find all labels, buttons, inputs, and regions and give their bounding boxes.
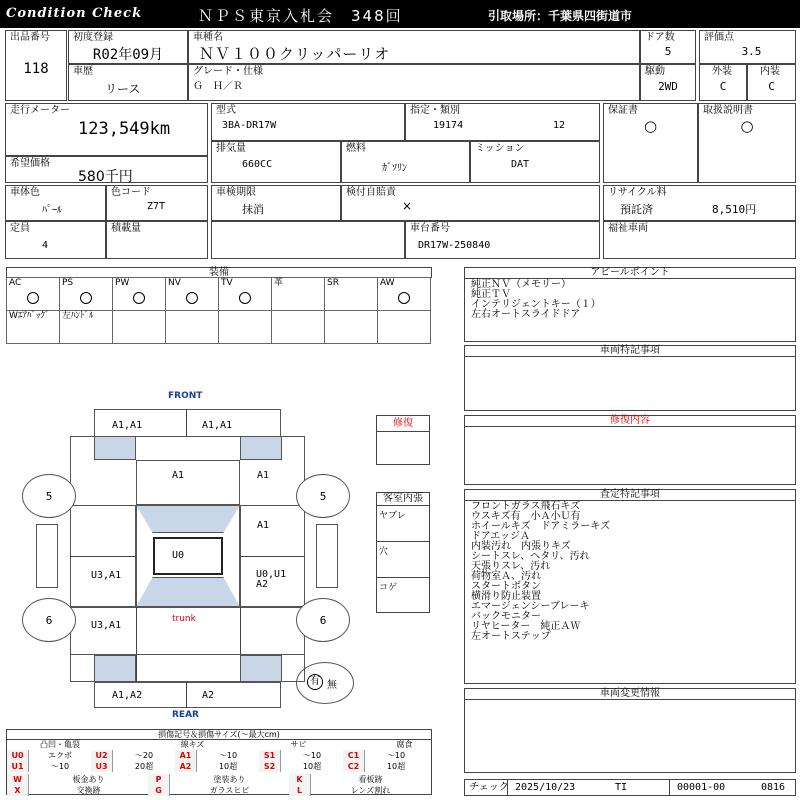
legend-meaning: 看板跡 [358,775,383,784]
legend-meaning: 10超 [386,762,406,771]
equipment-cell [166,278,219,311]
mark-rear-door-l: U3,A1 [91,570,122,581]
legend-group: 線キズ [180,740,205,749]
mileage-label: 走行メーター [10,105,70,116]
list-line: 純正ＮＶ（メモリー） [471,279,571,290]
legend-meaning: エクボ [48,751,72,760]
hood-panel [136,460,240,505]
legend-meaning: 10超 [218,762,238,771]
front-left-corner [94,436,136,460]
warranty-label: 保証書 [608,105,638,116]
designation-cell [405,103,600,141]
exterior-label: 外装 [712,66,732,77]
rear-left-tire: 6 [22,598,76,642]
equipment-key: SR [327,278,339,288]
car-name: ＮＶ１００クリッパーリオ [199,45,391,63]
spare-none: 無 [327,680,337,691]
mark-front-door-r: A1 [257,520,270,531]
legend-meaning: ガラスヒビ [209,786,250,795]
equipment-key: PS [62,278,74,288]
model-cell [211,103,405,141]
equipment-present-mark [239,292,251,304]
welfare-label: 福祉車両 [608,223,648,234]
displacement-label: 排気量 [216,143,246,154]
rear-window [136,577,240,607]
mark-fr-bumper: A1,A1 [202,420,233,431]
score-label: 評価点 [704,32,734,43]
equipment-cell [325,311,378,344]
legend-group: 腐食 [396,740,413,749]
car-name-cell [188,30,640,64]
list-line: 純正ＴＶ [471,289,511,300]
legend-meaning: ～10 [302,751,322,760]
legend-group: 凸凹・亀裂 [40,740,80,749]
legend-meaning: ～10 [218,751,238,760]
load-label: 積載量 [111,223,141,234]
displacement: 660CC [242,159,273,170]
rear-left-corner [94,655,136,682]
equipment-title: 装備 [209,267,229,278]
equipment-key: Wｴｱﾊﾞｯｸﾞ [9,311,50,321]
first-registration-label: 初度登録 [73,32,113,43]
grade-cell [188,64,640,101]
doors-label: ドア数 [645,32,675,43]
inspection-notes-title: 査定特記事項 [465,490,795,501]
mark-fl-bumper: A1,A1 [112,420,143,431]
equipment-present-mark [27,292,39,304]
lining-burn: コゲ [379,583,398,593]
equipment-cell [272,278,325,311]
equipment-cell [7,311,60,344]
score: 3.5 [741,45,762,58]
equipment-cell [60,311,113,344]
first-registration: R02年09月 [92,47,164,63]
repair-detail-text [465,427,795,428]
inspection-expiry: 抹消 [242,203,264,216]
warranty-cell [603,103,698,183]
history: リース [105,82,141,96]
legend-code: U2 [91,750,113,761]
change-info-title: 車両変更情報 [465,689,795,700]
chassis-cell [405,221,600,259]
cabin-lining-title: 客室内張 [377,493,429,506]
car-name-label: 車種名 [193,32,223,43]
legend-code: L [289,785,311,796]
front-label: FRONT [168,391,203,401]
blank-cell [211,221,405,259]
rear-right-tire: 6 [296,598,350,642]
lining-hole: 穴 [377,542,429,578]
lot-number-label: 出品番号 [10,32,50,43]
manual-mark: ○ [740,117,754,135]
checker-initials: TI [615,782,628,793]
legend-title: 損傷記号＆損傷サイズ(～最大cm) [7,730,431,740]
equipment-key: AC [9,278,22,288]
exterior-cell [699,64,747,101]
list-line: ウスキズ有 小Ａ小Ｕ有 [471,511,581,522]
appeal-section [464,267,796,342]
recording-mark: × [402,199,413,213]
front-right-tire: 5 [296,474,350,518]
equipment-cell [60,278,113,311]
exterior-grade: C [719,80,727,93]
list-line: 荷物室Ａ、汚れ [471,571,541,582]
lot-number-cell [5,30,67,101]
recycle-label: リサイクル料 [608,187,667,198]
fuel-cell [341,141,470,183]
grade-label: グレード・仕様 [193,66,263,77]
special-notes-text [465,357,795,358]
equipment-key: PW [115,278,130,288]
interior-cell [747,64,796,101]
equipment-cell [325,278,378,311]
manual-label: 取扱説明書 [703,105,753,116]
change-info-section [464,688,796,773]
legend-code: S1 [259,750,281,761]
chassis-label: 車台番号 [410,223,450,234]
price: 580千円 [78,169,133,185]
history-cell [68,64,188,101]
list-line: バックモニター [471,611,541,622]
model-label: 型式 [216,105,236,116]
equipment-key: AW [380,278,395,288]
legend-group: サビ [290,740,307,749]
legend-code: K [289,774,311,785]
legend-code: U0 [7,750,29,761]
grade: Ｇ Ｈ／Ｒ [193,81,243,92]
mark-rear-l: U3,A1 [91,620,122,631]
equipment-present-mark [186,292,198,304]
equipment-key: TV [221,278,233,288]
check-code: 00001-00 [677,782,726,793]
legend-code: U1 [7,761,29,772]
fuel-label: 燃料 [346,143,366,154]
equipment-table [6,277,431,344]
equipment-cell [219,311,272,344]
check-footer [464,779,796,796]
inspection-notes-section [464,489,796,684]
front-left-tire: 5 [22,474,76,518]
drive-label: 駆動 [645,66,665,77]
inspection-label: 車検期限 [216,187,256,198]
color-code-cell [106,185,208,221]
recycle-cell [603,185,796,221]
list-line: シートスレ、ヘタリ、汚れ [471,551,590,562]
spare-present: 有 [307,674,323,690]
list-line: スタートボタン [471,581,541,592]
header-bar [0,0,800,28]
history-label: 車歴 [73,66,93,77]
list-line: インテリジェントキー（１） [471,299,601,310]
legend-code: C2 [343,761,365,772]
equipment-key: NV [168,278,181,288]
header-title: Condition Check [6,6,143,21]
legend-meaning: 10超 [302,762,322,771]
legend-meaning: 交換跡 [76,786,101,795]
list-line: フロントガラス飛石キズ [471,501,581,512]
legend-meaning: ～10 [386,751,406,760]
list-line: 横滑り防止装置 [471,591,541,602]
spare-tire [296,662,354,704]
inspection-cell [211,185,341,221]
equipment-cell [166,311,219,344]
check-date: 2025/10/23 [515,782,576,793]
legend-code: A1 [175,750,197,761]
list-line: ホイールキズ ドアミラーキズ [471,521,611,532]
equipment-cell [378,278,431,311]
mission-label: ミッション [475,143,525,154]
mark-rear-door-r: U0,U1 A2 [256,569,287,590]
rear-right-corner [240,655,282,682]
appeal-title: アピールポイント [465,268,795,279]
legend-meaning: ～20 [134,751,154,760]
equipment-present-mark [398,292,410,304]
warranty-mark: ○ [643,117,658,135]
equipment-cell [7,278,60,311]
capacity-label: 定員 [10,223,30,234]
first-registration-cell [68,30,188,64]
recording-label: 検付自賠責 [346,187,396,198]
legend-code: U3 [91,761,113,772]
mark-hood: A1 [172,470,185,481]
check-number: 0816 [761,782,786,793]
list-line: 天張りスレ、汚れ [471,561,551,572]
special-notes-section [464,345,796,411]
equipment-cell [272,311,325,344]
equipment-cell [113,311,166,344]
repair-box-title: 修復 [377,416,429,432]
color-code: Z7T [147,201,166,212]
doors-cell [640,30,696,64]
price-cell [5,156,208,183]
legend-code: C1 [343,750,365,761]
list-line: 左右オートスライドドア [471,309,581,320]
legend-meaning: レンズ割れ [350,786,391,795]
designation-label: 指定・類別 [410,105,460,116]
mark-fr-fender: A1 [257,470,270,481]
drive-cell [640,64,696,101]
recycle-amount: 8,510円 [712,203,757,216]
windshield [136,505,240,533]
equipment-cell [219,278,272,311]
mileage: 123,549km [78,119,171,139]
legend-meaning: 塗装あり [213,775,246,784]
list-line: リヤヒーター 純正ＡＷ [471,621,581,632]
capacity: 4 [42,240,49,251]
recording-cell [341,185,600,221]
mark-rr-bumper: A2 [202,690,215,701]
legend-meaning: 板金あり [72,775,105,784]
lot-number: 118 [23,61,49,77]
interior-label: 内装 [760,66,780,77]
appeal-list [465,279,795,320]
equipment-present-mark [80,292,92,304]
price-label: 希望価格 [10,158,50,169]
cabin-lining-box [376,492,430,613]
model-code: 3BA-DR17W [222,120,277,131]
repair-detail-title: 修復内容 [465,416,795,427]
color-label: 車体色 [10,187,40,198]
legend-code: X [7,785,29,796]
manual-cell [698,103,796,183]
recycle-status: 預託済 [620,203,653,216]
designation-number: 19174 [433,120,464,131]
displacement-cell [211,141,341,183]
list-line: 内装汚れ 内張りキズ [471,541,571,552]
mission: DAT [511,159,530,170]
legend-code: S2 [259,761,281,772]
rear-label: REAR [172,710,199,720]
pickup-location: 引取場所：千葉県四街道市 [488,9,633,23]
list-line: 左オートステップ [471,631,551,642]
interior-grade: C [768,80,775,93]
drive: 2WD [658,80,678,93]
mileage-cell [5,103,208,156]
legend-meaning: ～10 [50,762,70,771]
mark-rl-bumper: A1,A2 [112,690,143,701]
legend-code: W [7,774,29,785]
legend-meaning: 20超 [134,762,154,771]
special-notes-title: 車両特記事項 [465,346,795,357]
mark-roof: U0 [172,550,185,561]
load-cell [106,221,208,259]
color-code-label: 色コード [111,187,151,198]
right-mirror [316,524,338,588]
left-mirror [36,524,58,588]
trunk-label: trunk [172,614,196,624]
body-color: ﾊﾟｰﾙ [42,205,62,216]
list-line: エマージェンシーブレーキ [471,601,590,612]
change-info-text [465,700,795,701]
repair-box [376,415,430,465]
list-line: ドアエッジＡ [471,531,530,542]
front-right-corner [240,436,282,460]
capacity-cell [5,221,106,259]
fuel: ｶﾞｿﾘﾝ [382,163,407,174]
equipment-key: 左ﾊﾝﾄﾞﾙ [62,311,94,321]
equipment-cell [378,311,431,344]
chassis-number: DR17W-250840 [418,240,491,251]
legend-code: A2 [175,761,197,772]
inspection-notes-list [465,501,795,642]
class-number: 12 [553,120,566,131]
auction-name: ＮＰＳ東京入札会 348回 [198,7,403,25]
mission-cell [470,141,600,183]
score-cell [699,30,796,64]
equipment-cell [113,278,166,311]
check-label: チェック [469,782,509,793]
damage-legend [6,729,432,795]
color-cell [5,185,106,221]
doors: 5 [664,45,672,58]
legend-code: G [148,785,170,796]
legend-code: P [148,774,170,785]
equipment-present-mark [133,292,145,304]
lining-tear: ヤブレ [377,506,429,542]
welfare-cell [603,221,796,259]
roof-panel [153,537,223,575]
repair-detail-section [464,415,796,485]
equipment-key: 革 [274,278,284,288]
